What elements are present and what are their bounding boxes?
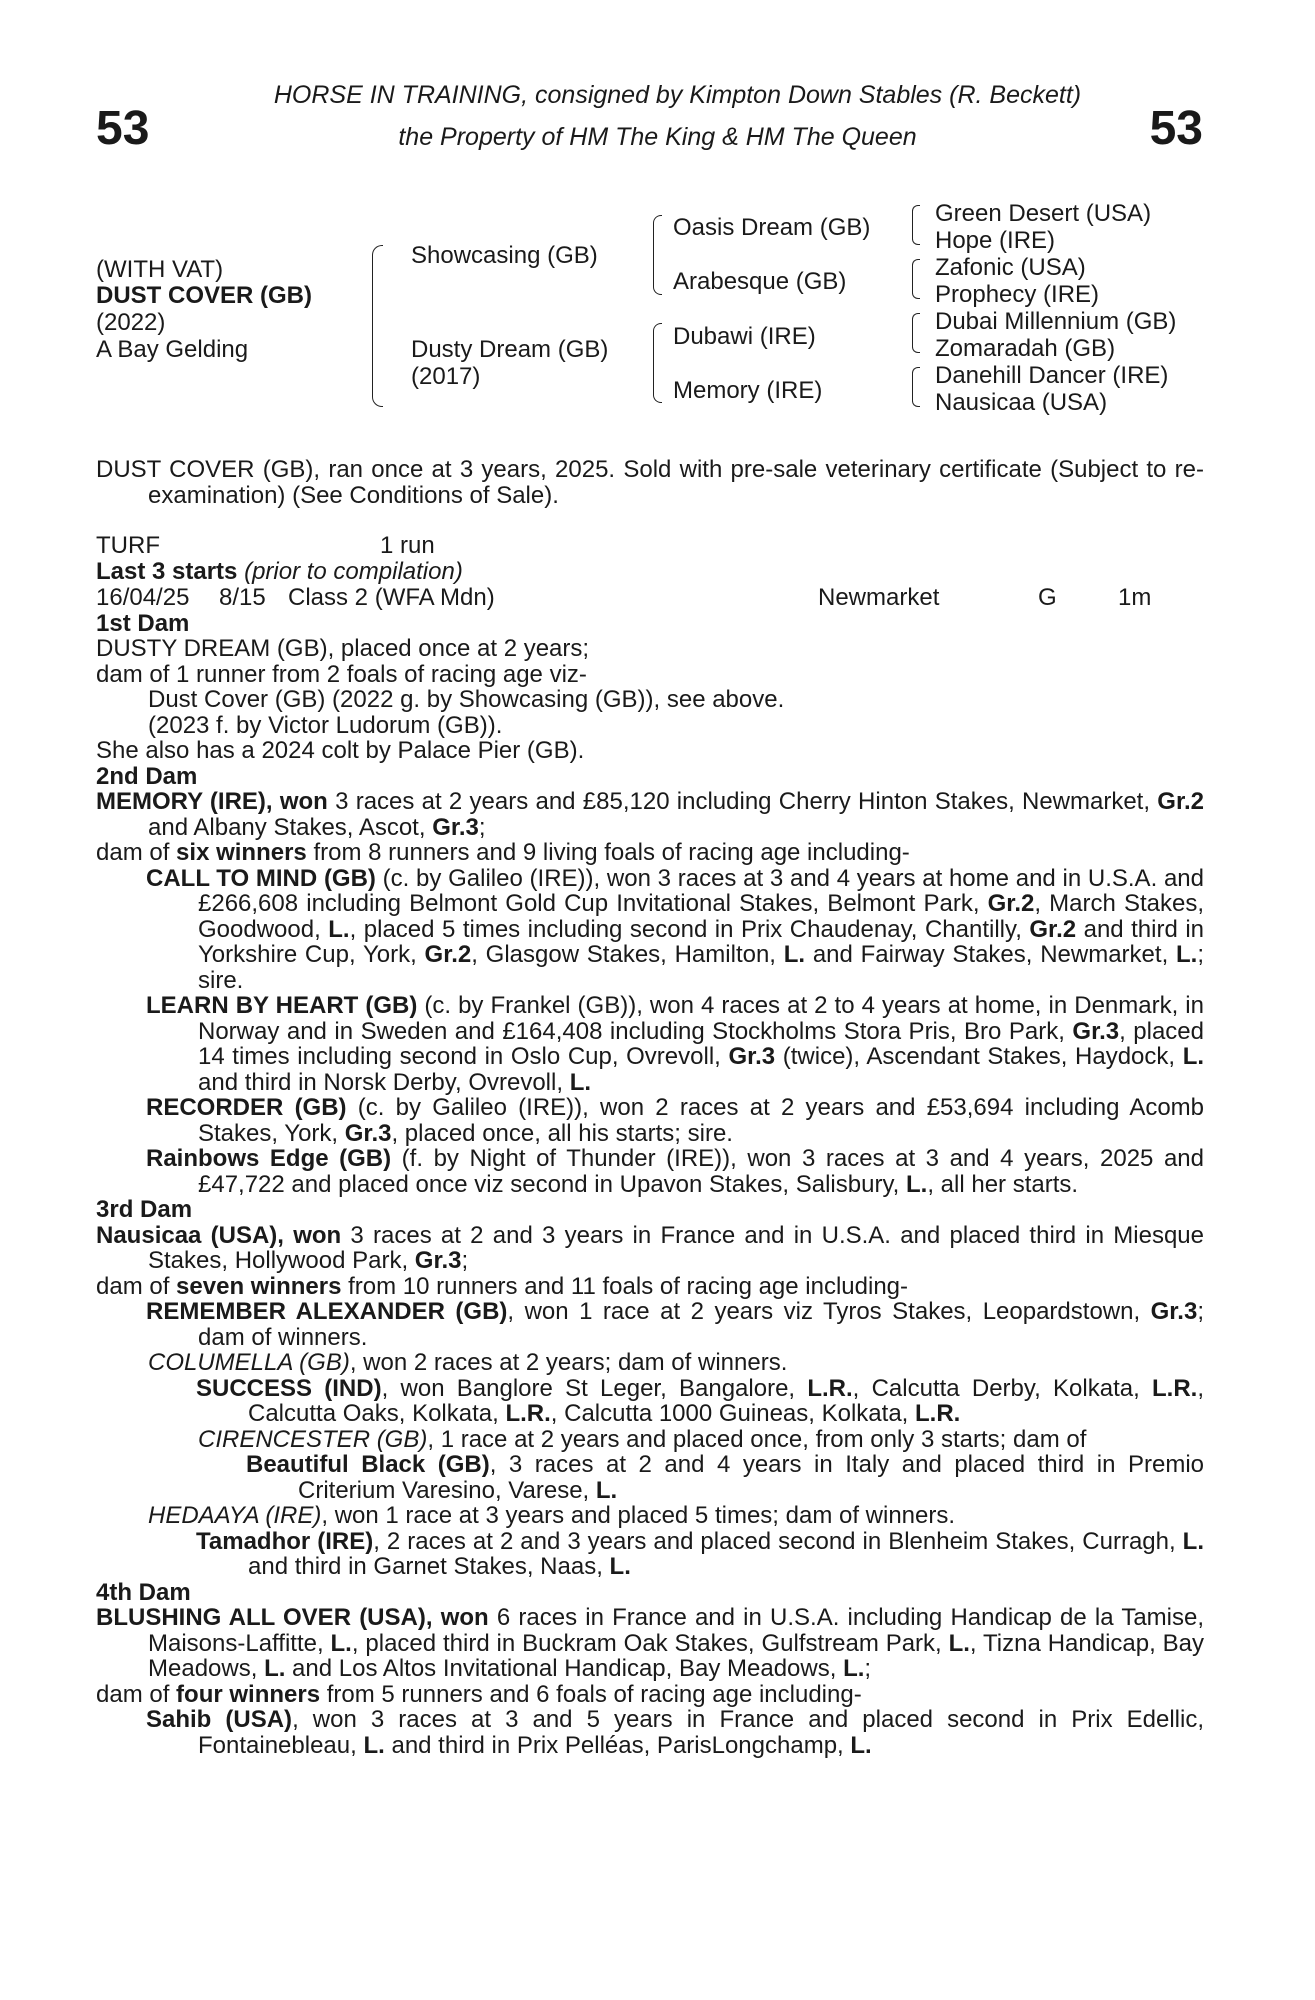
sire-name: Showcasing (GB) xyxy=(411,242,598,269)
produce-entry: Tamadhor (IRE), 2 races at 2 and 3 years and placed second in Blenheim Stakes, Curragh, L. and third in Garnet Stakes, Naas, L. xyxy=(196,1527,1204,1580)
produce-entry: CALL TO MIND (GB) (c. by Galileo (IRE)), won 3 races at 3 and 4 years at home and in U.S.A. and £266,608 including Belmont Gold Cup Invitational Stakes, Belmont Park, Gr.2, March Stakes, Goodwood, L., placed 5 times including second in Prix Chaudenay, Chantilly, Gr.2 and third in Yorkshire Cup, York, Gr.2, Glasgow Stakes, Hamilton, L. and Fairway Stakes, Newmarket, L.; sire. xyxy=(146,864,1205,994)
pedigree-brace-main xyxy=(372,245,383,407)
produce-entry: LEARN BY HEART (GB) (c. by Frankel (GB)), won 4 races at 2 to 4 years at home, in Denmark, in Norway and in Sweden and £164,408 including Stockholms Stora Pris, Bro Park, Gr.3, placed 14 times including second in Oslo Cup, Ovrevoll, Gr.3 (twice), Ascendant Stakes, Haydock, L. and third in Norsk Derby, Ovrevoll, L. xyxy=(146,992,1205,1096)
pedigree-brace-g4-4 xyxy=(912,367,920,407)
produce-entry: COLUMELLA (GB), won 2 races at 2 years; dam of winners. xyxy=(148,1349,788,1376)
sire-sire: Oasis Dream (GB) xyxy=(673,214,871,241)
pedigree-brace-sire xyxy=(653,215,662,295)
third-dam-entry: Nausicaa (USA), won 3 races at 2 and 3 years in France and in U.S.A. and placed third in Miesque Stakes, Hollywood Park, Gr.3; xyxy=(96,1221,1204,1274)
fourth-dam-entry: BLUSHING ALL OVER (USA), won 6 races in France and in U.S.A. including Handicap de la Tamise, Maisons-Laffitte, L., placed third in Buckram Oak Stakes, Gulfstream Park, L., Tizna Handicap, Bay Meadows, L. and Los Altos Invitational Handicap, Bay Meadows, L.; xyxy=(96,1604,1204,1682)
turf-label: TURF xyxy=(96,532,160,559)
gen4-3: Zafonic (USA) xyxy=(935,254,1086,281)
pedigree-brace-dam xyxy=(653,323,662,403)
gen4-1: Green Desert (USA) xyxy=(935,200,1152,227)
dam-year: (2017) xyxy=(411,363,481,390)
racing-summary: DUST COVER (GB), ran once at 3 years, 2025. Sold with pre-sale veterinary certificate (Subject to re-examination) (See Conditions of Sale). xyxy=(96,456,1204,509)
vat-note: (WITH VAT) xyxy=(96,256,224,283)
lot-number-left: 53 xyxy=(96,102,150,155)
last-starts-heading: Last 3 starts (prior to compilation) xyxy=(96,558,463,585)
dam-sire: Dubawi (IRE) xyxy=(673,323,816,350)
produce-item: Dust Cover (GB) (2022 g. by Showcasing (GB)), see above. xyxy=(148,686,785,713)
produce-entry: Beautiful Black (GB), 3 races at 2 and 4 years in Italy and placed third in Premio Criterium Varesino, Varese, L. xyxy=(246,1451,1204,1504)
fourth-dam-heading: 4th Dam xyxy=(96,1578,191,1606)
gen4-6: Zomaradah (GB) xyxy=(935,335,1116,362)
produce-entry: REMEMBER ALEXANDER (GB), won 1 race at 2 years viz Tyros Stakes, Leopardstown, Gr.3; dam of winners. xyxy=(146,1298,1204,1351)
consignment-line: HORSE IN TRAINING, consigned by Kimpton Down Stables (R. Beckett) xyxy=(273,81,1082,109)
first-dam-note: She also has a 2024 colt by Palace Pier (GB). xyxy=(96,737,585,764)
property-line: the Property of HM The King & HM The Queen xyxy=(398,123,917,151)
last-start-row: 16/04/25 8/15 Class 2 (WFA Mdn) Newmarket G 1m xyxy=(96,583,1152,611)
gen4-2: Hope (IRE) xyxy=(935,227,1056,254)
turf-runs: 1 run xyxy=(380,532,435,559)
lot-number-right: 53 xyxy=(1149,102,1203,155)
second-dam-heading: 2nd Dam xyxy=(96,762,198,790)
catalogue-body xyxy=(96,457,1204,1758)
first-dam-line: DUSTY DREAM (GB), placed once at 2 years; xyxy=(96,635,590,662)
gen4-5: Dubai Millennium (GB) xyxy=(935,308,1177,335)
dam-name: Dusty Dream (GB) xyxy=(411,336,609,363)
first-dam-produce-line: dam of 1 runner from 2 foals of racing age viz- xyxy=(96,660,587,688)
third-dam-heading: 3rd Dam xyxy=(96,1196,193,1223)
foaling-year: (2022) xyxy=(96,309,166,336)
third-dam-produce-line: dam of seven winners from 10 runners and 11 foals of racing age including- xyxy=(96,1272,909,1300)
produce-entry: Sahib (USA), won 3 races at 3 and 5 years in France and placed second in Prix Edellic, Fontainebleau, L. and third in Prix Pelléas, ParisLongchamp, L. xyxy=(146,1706,1204,1759)
pedigree-brace-g4-2 xyxy=(912,259,920,299)
dam-dam: Memory (IRE) xyxy=(673,377,823,404)
sire-dam: Arabesque (GB) xyxy=(673,268,847,295)
produce-entry: Rainbows Edge (GB) (f. by Night of Thunder (IRE)), won 3 races at 3 and 4 years, 2025 and £47,722 and placed once viz second in Upavon Stakes, Salisbury, L., all her starts. xyxy=(146,1145,1204,1198)
horse-description: A Bay Gelding xyxy=(96,336,249,363)
gen4-8: Nausicaa (USA) xyxy=(935,389,1108,416)
pedigree-brace-g4-3 xyxy=(912,313,920,353)
fourth-dam-produce-line: dam of four winners from 5 runners and 6 foals of racing age including- xyxy=(96,1680,862,1708)
second-dam-entry: MEMORY (IRE), won 3 races at 2 years and £85,120 including Cherry Hinton Stakes, Newmarket, Gr.2 and Albany Stakes, Ascot, Gr.3; xyxy=(96,788,1204,841)
produce-entry: SUCCESS (IND), won Banglore St Leger, Bangalore, L.R., Calcutta Derby, Kolkata, L.R., Calcutta Oaks, Kolkata, L.R., Calcutta 1000 Guineas, Kolkata, L.R. xyxy=(196,1374,1204,1427)
gen4-4: Prophecy (IRE) xyxy=(935,281,1100,308)
gen4-7: Danehill Dancer (IRE) xyxy=(935,362,1169,389)
pedigree-brace-g4-1 xyxy=(912,205,920,245)
produce-item: (2023 f. by Victor Ludorum (GB)). xyxy=(148,711,503,739)
horse-name: DUST COVER (GB) xyxy=(96,282,312,309)
second-dam-produce-line: dam of six winners from 8 runners and 9 living foals of racing age including- xyxy=(96,839,910,866)
produce-entry: HEDAAYA (IRE), won 1 race at 3 years and placed 5 times; dam of winners. xyxy=(148,1502,956,1529)
turf-record xyxy=(96,533,1204,559)
first-dam-heading: 1st Dam xyxy=(96,609,190,637)
produce-entry: RECORDER (GB) (c. by Galileo (IRE)), won 2 races at 2 years and £53,694 including Acomb Stakes, York, Gr.3, placed once, all his starts; sire. xyxy=(146,1094,1205,1147)
produce-entry: CIRENCESTER (GB), 1 race at 2 years and placed once, from only 3 starts; dam of xyxy=(198,1425,1087,1453)
